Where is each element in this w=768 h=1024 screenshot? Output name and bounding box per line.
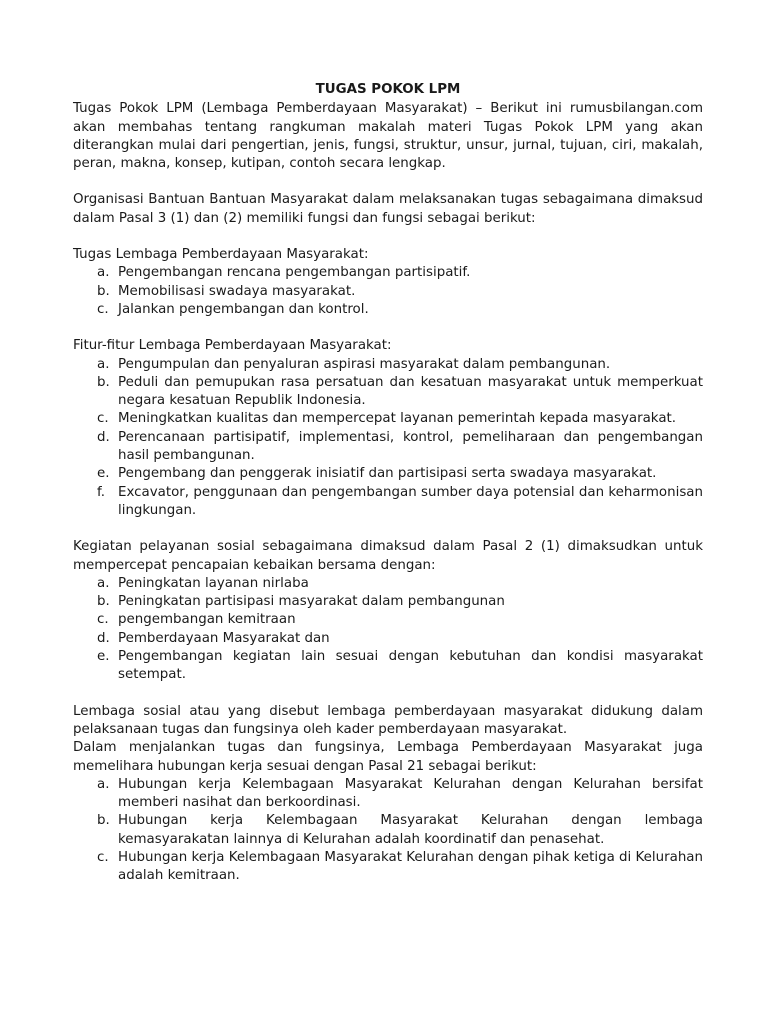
- list-item-text: Jalankan pengembangan dan kontrol.: [118, 301, 369, 317]
- intro-paragraph: Tugas Pokok LPM (Lembaga Pemberdayaan Masyarakat) – Berikut ini rumusbilangan.com akan membahas tentang rangkuman makalah materi Tugas Pokok LPM yang akan diterangkan mulai dari pengertian, jenis, fungsi, struktur, unsur, jurnal, tujuan, ciri, makalah, peran, makna, konsep, kutipan, contoh secara lengkap.: [73, 101, 703, 172]
- list-marker: a.: [97, 265, 110, 281]
- list-item: [73, 648, 703, 685]
- list-item: [73, 575, 703, 593]
- section-heading-tasks: Tugas Lembaga Pemberdayaan Masyarakat:: [73, 247, 369, 263]
- list-marker: a.: [97, 776, 110, 792]
- list-item-text: Pengembangan kegiatan lain sesuai dengan kebutuhan dan kondisi masyarakat setempat.: [118, 649, 703, 683]
- list-item: [73, 410, 703, 428]
- list-item-text: Hubungan kerja Kelembagaan Masyarakat Kelurahan dengan lembaga kemasyarakatan lainnya di Kelurahan adalah koordinatif dan penasehat.: [118, 813, 703, 847]
- spacer: [73, 228, 703, 246]
- features-list: [73, 356, 703, 521]
- list-item: [73, 465, 703, 483]
- list-item-text: pengembangan kemitraan: [118, 612, 296, 628]
- list-marker: c.: [97, 411, 109, 427]
- list-marker: d.: [97, 429, 110, 445]
- spacer: [73, 173, 703, 191]
- list-marker: a.: [97, 575, 110, 591]
- services-list: [73, 575, 703, 685]
- relations-list: [73, 776, 703, 886]
- list-item-text: Pengembangan rencana pengembangan partisipatif.: [118, 265, 471, 281]
- section-heading-relations: Dalam menjalankan tugas dan fungsinya, Lembaga Pemberdayaan Masyarakat juga memelihara hubungan kerja sesuai dengan Pasal 21 sebagai berikut:: [73, 740, 703, 774]
- list-marker: b.: [97, 813, 110, 829]
- list-item: [73, 776, 703, 813]
- list-marker: a.: [97, 356, 110, 372]
- list-item-text: Perencanaan partisipatif, implementasi, kontrol, pemeliharaan dan pengembangan hasil pembangunan.: [118, 429, 703, 464]
- list-item-text: Pemberdayaan Masyarakat dan: [118, 630, 330, 646]
- list-item-text: Pengumpulan dan penyaluran aspirasi masyarakat dalam pembangunan.: [118, 356, 611, 372]
- list-item: [73, 283, 703, 301]
- tasks-list: [73, 264, 703, 319]
- list-marker: f.: [97, 484, 105, 500]
- list-marker: b.: [97, 594, 110, 610]
- list-marker: c.: [97, 301, 109, 317]
- list-item-text: Memobilisasi swadaya masyarakat.: [118, 283, 356, 299]
- section-heading-services: Kegiatan pelayanan sosial sebagaimana dimaksud dalam Pasal 2 (1) dimaksudkan untuk mempercepat pencapaian kebaikan bersama dengan:: [73, 539, 703, 573]
- section-heading-features: Fitur-fitur Lembaga Pemberdayaan Masyarakat:: [73, 338, 392, 354]
- list-marker: e.: [97, 649, 110, 665]
- list-item: [73, 630, 703, 648]
- list-marker: c.: [97, 849, 109, 865]
- list-item: [73, 611, 703, 629]
- list-marker: b.: [97, 374, 110, 390]
- list-marker: e.: [97, 466, 110, 482]
- list-item-text: Pengembang dan penggerak inisiatif dan partisipasi serta swadaya masyarakat.: [118, 466, 657, 482]
- spacer: [73, 319, 703, 337]
- list-item-text: Hubungan kerja Kelembagaan Masyarakat Kelurahan dengan Kelurahan bersifat memberi nasihat dan berkoordinasi.: [118, 776, 703, 811]
- list-item-text: Peduli dan pemupukan rasa persatuan dan kesatuan masyarakat untuk memperkuat negara kesatuan Republik Indonesia.: [118, 374, 703, 409]
- support-paragraph: Lembaga sosial atau yang disebut lembaga pemberdayaan masyarakat didukung dalam pelaksanaan tugas dan fungsinya oleh kader pemberdayaan masyarakat.: [73, 703, 703, 737]
- document-page: [73, 81, 703, 886]
- functions-paragraph: Organisasi Bantuan Bantuan Masyarakat dalam melaksanakan tugas sebagaimana dimaksud dalam Pasal 3 (1) dan (2) memiliki fungsi dan fungsi sebagai berikut:: [73, 192, 703, 226]
- list-item: [73, 812, 703, 849]
- list-marker: d.: [97, 630, 110, 646]
- list-item-text: Hubungan kerja Kelembagaan Masyarakat Kelurahan dengan pihak ketiga di Kelurahan adalah kemitraan.: [118, 849, 703, 884]
- spacer: [73, 685, 703, 703]
- list-item: [73, 849, 703, 886]
- list-marker: c.: [97, 612, 109, 628]
- list-item-text: Meningkatkan kualitas dan mempercepat layanan pemerintah kepada masyarakat.: [118, 411, 677, 427]
- list-item: [73, 593, 703, 611]
- list-item: [73, 356, 703, 374]
- list-item: [73, 484, 703, 521]
- list-item-text: Peningkatan layanan nirlaba: [118, 575, 309, 591]
- document-title: TUGAS POKOK LPM: [315, 82, 461, 97]
- list-item: [73, 374, 703, 411]
- list-item: [73, 264, 703, 282]
- list-item-text: Excavator, penggunaan dan pengembangan sumber daya potensial dan keharmonisan lingkungan.: [118, 484, 703, 518]
- spacer: [73, 520, 703, 538]
- list-item-text: Peningkatan partisipasi masyarakat dalam pembangunan: [118, 594, 505, 610]
- list-marker: b.: [97, 283, 110, 299]
- list-item: [73, 301, 703, 319]
- list-item: [73, 429, 703, 466]
